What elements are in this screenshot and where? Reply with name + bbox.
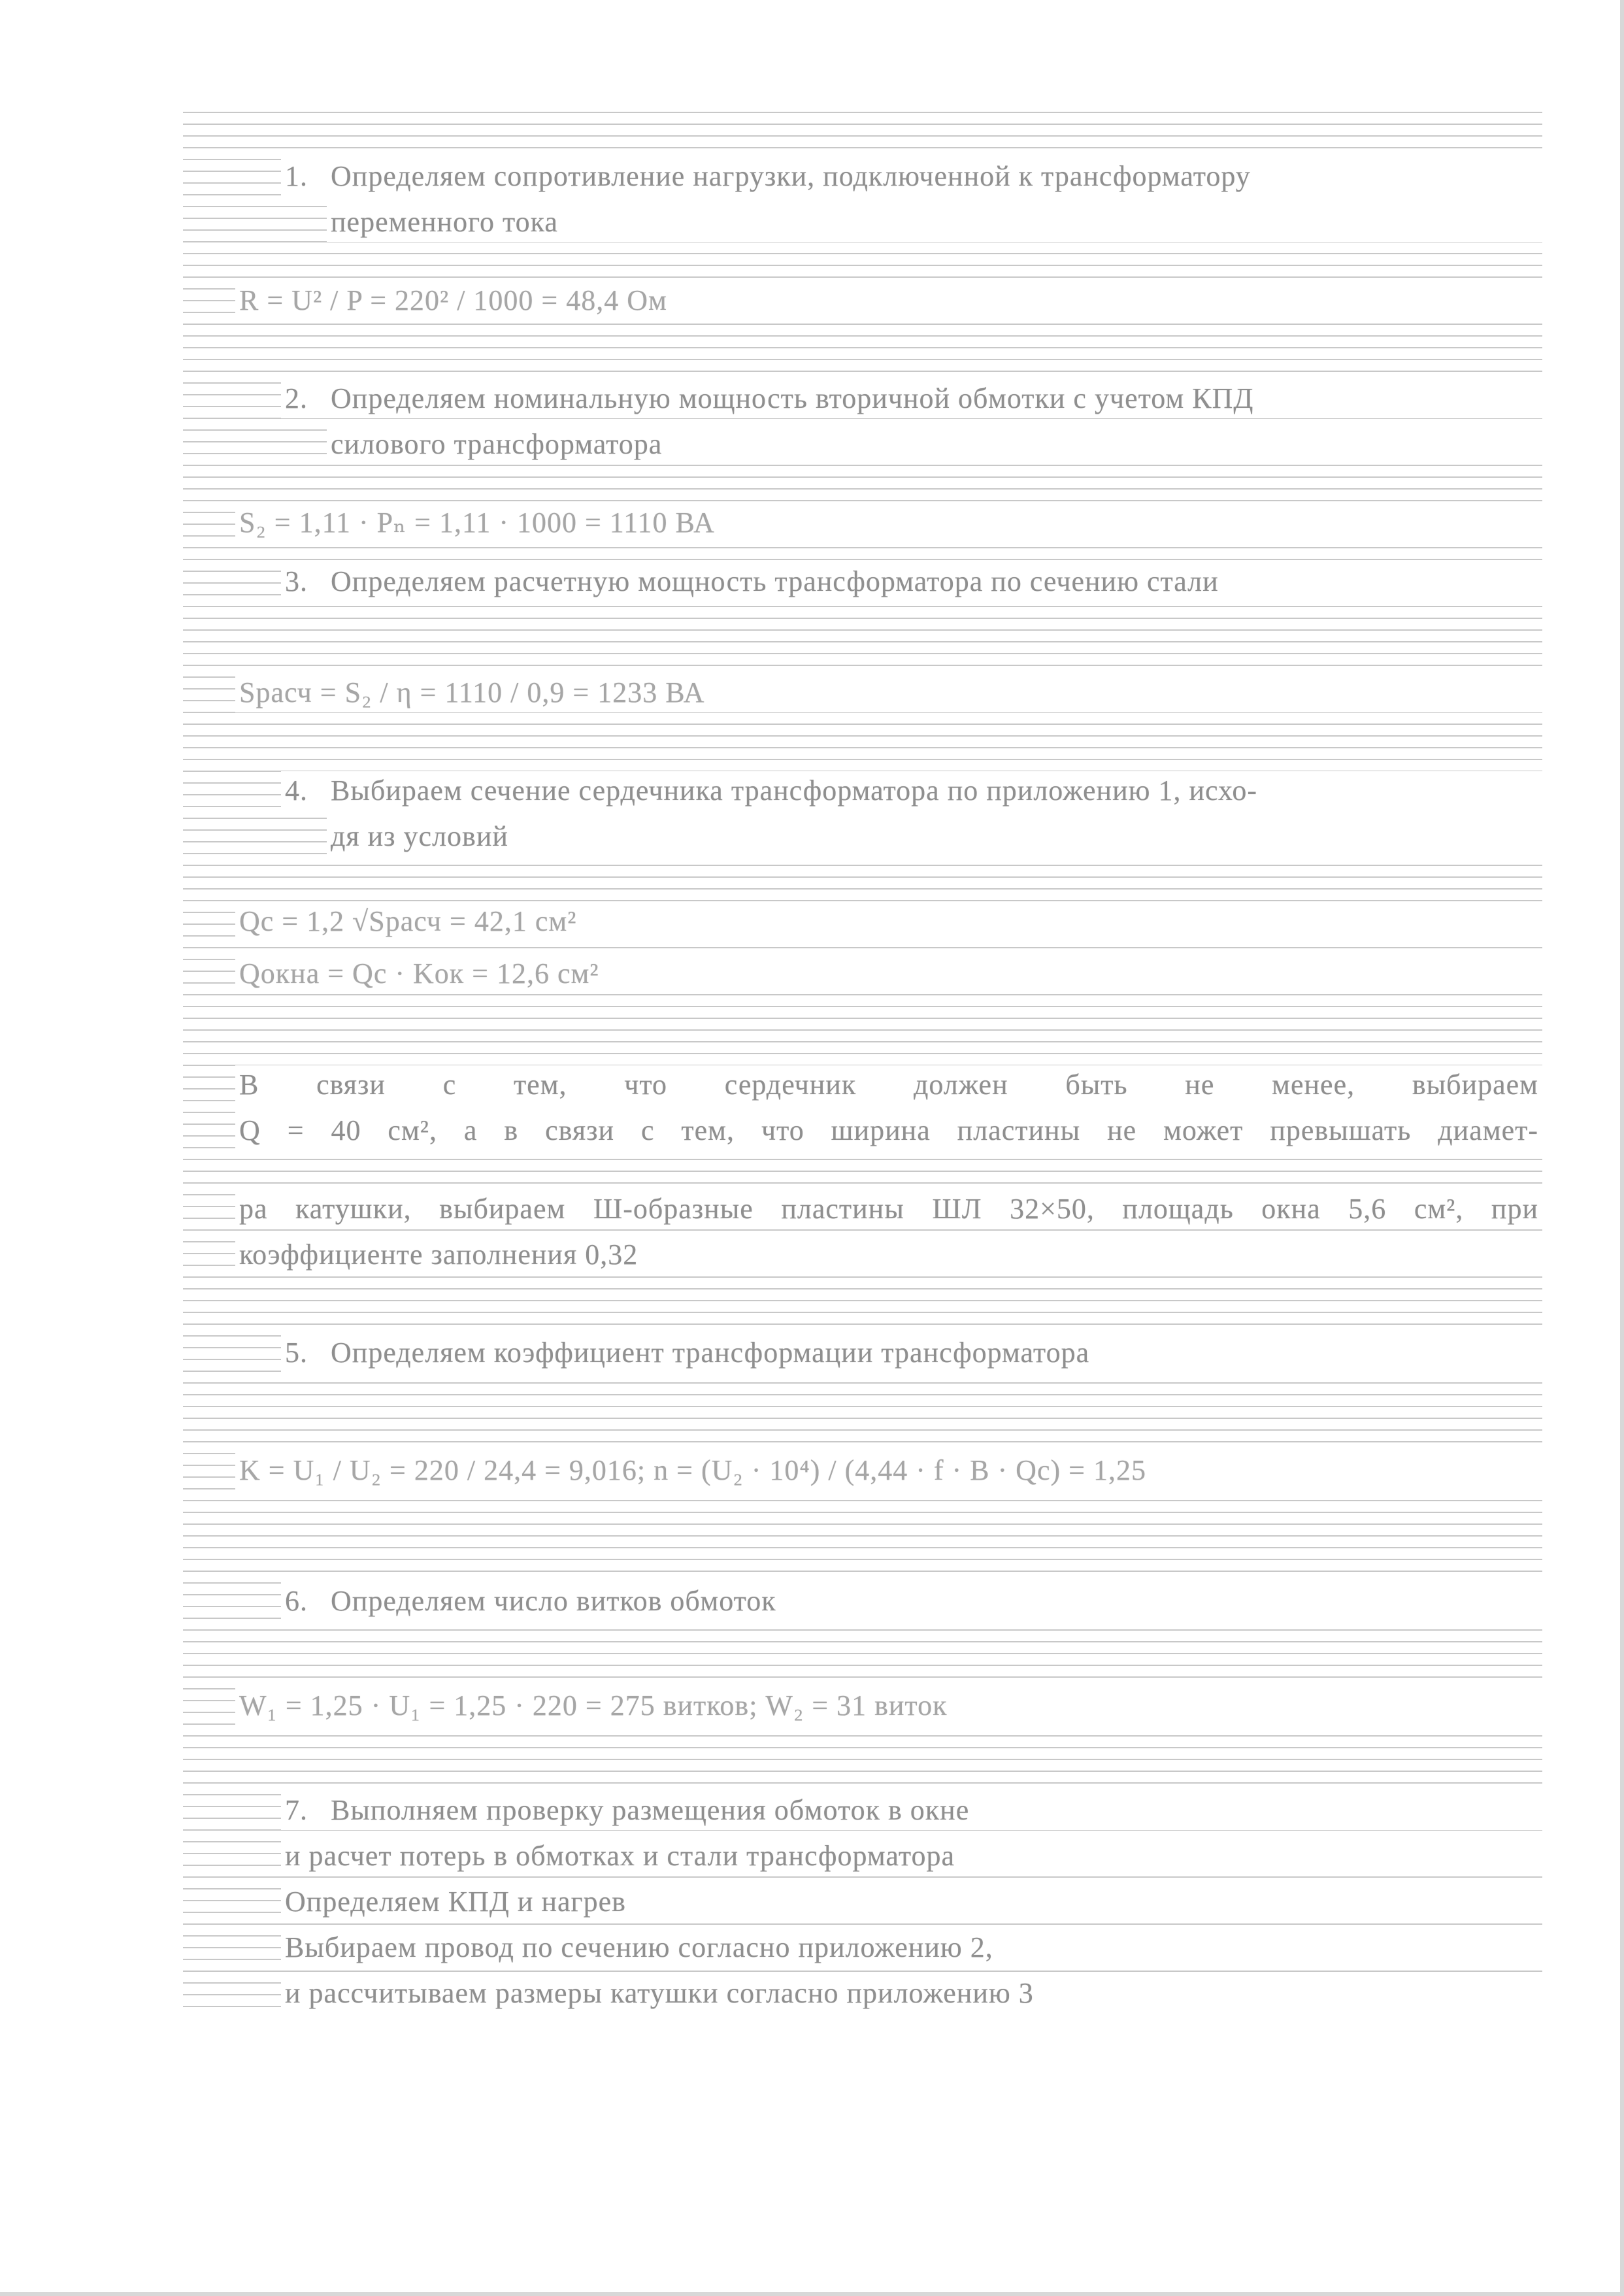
document-page	[183, 105, 1542, 2013]
formula: Sрасч = S₂ / η = 1110 / 0,9 = 1233 ВА	[235, 673, 1542, 712]
list-item-text: Определяем число витков обмоток	[331, 1585, 776, 1617]
paragraph-line: коэффициенте заполнения 0,32	[235, 1235, 1542, 1274]
page-edge-bottom	[0, 2292, 1624, 2296]
list-item-7-sub: и рассчитываем размеры катушки согласно приложению 3	[281, 1974, 1542, 2013]
list-item-1-cont: переменного тока	[327, 203, 1542, 242]
formula: S₂ = 1,11 · Pₙ = 1,11 · 1000 = 1110 ВА	[235, 503, 1542, 542]
list-item-7-sub: Выбираем провод по сечению согласно приложению 2,	[281, 1928, 1542, 1967]
list-item-4: 4. Выбираем сечение сердечника трансформатора по приложению 1, исхо-	[281, 771, 1542, 810]
list-item-text: Определяем расчетную мощность трансформатора по сечению стали	[331, 565, 1219, 597]
formula: Qокна = Qс · Kок = 12,6 см²	[235, 954, 1542, 993]
list-item-7-sub: Определяем КПД и нагрев	[281, 1882, 1542, 1922]
list-item-4-cont: дя из условий	[327, 817, 1542, 856]
formula: W₁ = 1,25 · U₁ = 1,25 · 220 = 275 витков; W₂ = 31 виток	[235, 1686, 1542, 1725]
formula: K = U₁ / U₂ = 220 / 24,4 = 9,016; n = (U₂ · 10⁴) / (4,44 · f · B · Qс) = 1,25	[235, 1451, 1542, 1490]
page-edge-right	[1620, 0, 1624, 2296]
list-item-text: Определяем коэффициент трансформации трансформатора	[331, 1337, 1090, 1369]
list-item-1: 1. Определяем сопротивление нагрузки, подключенной к трансформатору	[281, 157, 1542, 196]
list-item-2-cont: силового трансформатора	[327, 425, 1542, 464]
list-item-7-sub: и расчет потерь в обмотках и стали трансформатора	[281, 1837, 1542, 1876]
formula: R = U² / P = 220² / 1000 = 48,4 Ом	[235, 281, 1542, 320]
list-item-text: Выбираем сечение сердечника трансформатора по приложению 1, исхо-	[331, 774, 1257, 807]
list-item-2: 2. Определяем номинальную мощность вторичной обмотки с учетом КПД	[281, 379, 1542, 418]
paragraph-line: В связи с тем, что сердечник должен быть не менее, выбираем	[235, 1065, 1542, 1105]
list-item-3: 3. Определяем расчетную мощность трансформатора по сечению стали	[281, 562, 1542, 601]
list-item-text: Определяем сопротивление нагрузки, подключенной к трансформатору	[331, 160, 1251, 192]
formula: Qс = 1,2 √Sрасч = 42,1 см²	[235, 902, 1542, 941]
list-item-5: 5. Определяем коэффициент трансформации трансформатора	[281, 1333, 1542, 1373]
document-content	[183, 105, 1542, 2013]
list-item-6: 6. Определяем число витков обмоток	[281, 1582, 1542, 1621]
list-item-text: Определяем номинальную мощность вторичной обмотки с учетом КПД	[331, 382, 1254, 414]
paragraph-line: ра катушки, выбираем Ш-образные пластины ШЛ 32×50, площадь окна 5,6 см², при	[235, 1190, 1542, 1229]
list-item-7: 7. Выполняем проверку размещения обмоток в окне	[281, 1791, 1542, 1830]
paragraph-line: Q = 40 см², а в связи с тем, что ширина пластины не может превышать диамет-	[235, 1111, 1542, 1150]
list-item-text: Выполняем проверку размещения обмоток в окне	[331, 1794, 970, 1826]
